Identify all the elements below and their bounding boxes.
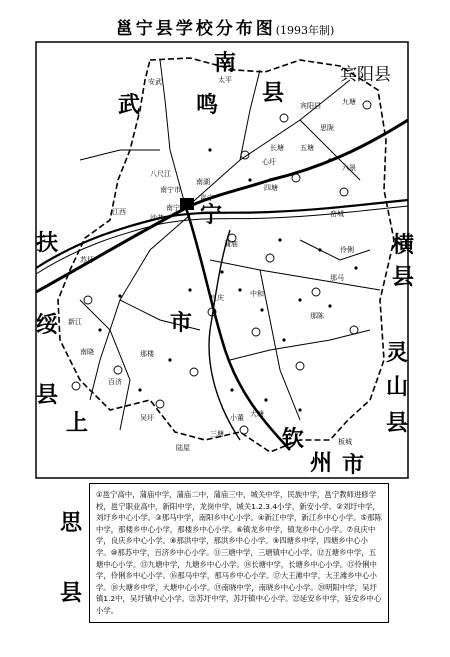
region-ling: 灵 <box>386 340 409 366</box>
region-xian1: 县 <box>262 80 285 106</box>
region-shi1: 市 <box>342 452 365 478</box>
place-nalou: 那楼 <box>140 350 154 358</box>
place-xinxu: 八尺江 <box>150 170 171 178</box>
region-shang: 上 <box>66 410 89 436</box>
region-xian5: 县 <box>60 580 83 606</box>
place-zhonghe: 中和 <box>250 290 264 298</box>
region-sui: 绥 <box>36 312 59 338</box>
place-pumiao: 蒲庙 <box>224 240 238 248</box>
place-bachijiang: 三塘 <box>210 430 224 438</box>
map-title-text: 邕宁县学校分布图 <box>115 19 276 39</box>
place-luwu: 陆屋 <box>176 444 190 452</box>
region-heng: 横 <box>392 232 415 258</box>
region-qin: 钦 <box>282 426 305 452</box>
place-xiaodong: 小董 <box>230 414 244 422</box>
place-jiangxi: 江西 <box>112 208 126 216</box>
region-zhou: 州 <box>310 450 333 476</box>
place-jiutang: 九塘 <box>342 98 356 106</box>
place-nanning: 南宁市 <box>160 186 181 194</box>
place-silong: 思陇 <box>320 124 334 132</box>
legend-text: ①邕宁高中，蒲庙中学，蒲庙二中，蒲庙三中，城关中学，民族中学，邕宁教师进修学校，邕宁职业高中，新阳中学，龙岗中学，城关1.2.3.4小学，新安小学。②刘圩中学，刘圩乡中心小学。③那马中学，南阳乡中心小学。④新江中学，新江乡中心小学。⑤那陈中学，那楼乡中心小学，那楼乡中心小学。⑥镇龙乡中学，镇龙乡中心小学。⑦良庆中学，良庆乡中心小学。⑧那洪中学，那洪乡中心小学。⑨四塘乡中学，四塘乡中心小学。⑩那苏中学，百济乡中心小学。⑪三塘中学，三塘镇中心小学。⑫五塘乡中学，五塘中心小学。⑬九塘中学，九塘乡中心小学。⑭长塘中学，长塘乡中心小学。⑮伶俐中学，伶俐乡中心小学。⑯那马中学，那马乡中心小学。⑰大王滩中学，大王滩乡中心小学。⑱大塘乡中学，大塘中心小学。⑲南晓中学，南晓乡中心小学。⑳明阳中学，吴圩镇1.2中，吴圩镇中心小学。㉑苏圩中学，苏圩镇中心小学。㉒延安乡中学，延安乡中心小学。 <box>96 490 382 615</box>
region-binyang: 宾阳县 <box>340 65 391 85</box>
place-liujing: 六景 <box>342 164 356 172</box>
region-nan: 南 <box>214 50 237 76</box>
place-binyang: 宾阳县 <box>300 102 321 110</box>
place-liangqing: 良庆 <box>210 294 224 302</box>
map-edition: (1993年制) <box>275 24 335 37</box>
region-xian4: 县 <box>386 410 409 436</box>
place-labels <box>68 75 356 452</box>
place-datang: 大塘 <box>250 410 264 418</box>
region-xian3: 县 <box>36 382 59 408</box>
place-nanhu: 南湖 <box>196 178 210 186</box>
place-wutang: 五塘 <box>300 144 314 152</box>
place-nanxiao: 南晓 <box>80 348 94 356</box>
place-nachen: 那陈 <box>310 312 324 320</box>
river-tributary <box>209 230 240 440</box>
place-sitang: 四塘 <box>264 184 278 192</box>
place-nanningzhan: 南宁站 <box>166 204 187 212</box>
region-ning: 宁 <box>200 202 223 228</box>
place-luancheng: 峦城 <box>330 210 344 218</box>
place-baiji: 百济 <box>108 378 122 386</box>
place-nama: 那马 <box>330 274 344 282</box>
county-boundary <box>58 58 394 452</box>
place-taiping: 太平 <box>218 76 232 84</box>
place-wuxu: 吴圩 <box>140 414 154 422</box>
place-xinjiang: 新江 <box>68 318 82 326</box>
region-shan: 山 <box>386 374 409 400</box>
place-lingli: 伶俐 <box>340 246 354 254</box>
region-wu: 武 <box>118 92 141 118</box>
region-fu: 扶 <box>36 230 59 256</box>
place-yongning: 邕宁 <box>200 194 214 202</box>
place-changtang: 长塘 <box>270 144 284 152</box>
region-si: 思 <box>60 510 83 536</box>
place-santang: 心圩 <box>262 158 276 166</box>
region-ming: 鸣 <box>196 92 219 118</box>
region-shi2: 市 <box>170 310 193 336</box>
place-bancheng: 板城 <box>338 438 352 446</box>
place-shajing: 沙井 <box>150 214 164 222</box>
school-legend <box>89 483 389 623</box>
place-anwu: 安武 <box>148 78 162 86</box>
region-xian2: 县 <box>392 264 415 290</box>
place-suxu: 苏圩 <box>80 256 94 264</box>
